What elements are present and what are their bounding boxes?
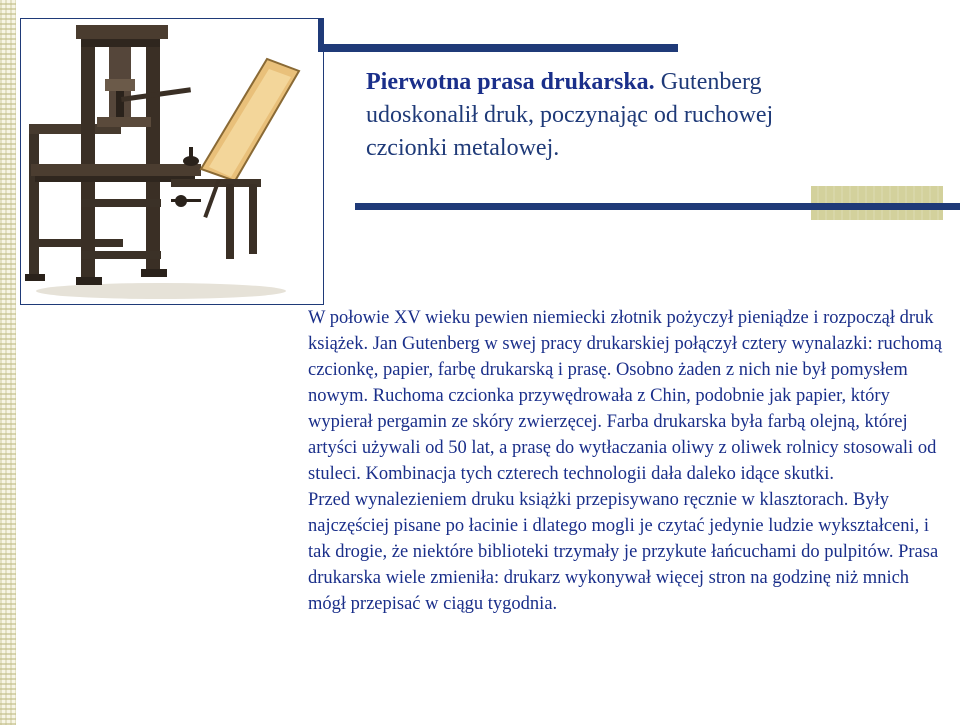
printing-press-image	[20, 18, 324, 305]
slide-title	[366, 66, 846, 165]
slide-title-strong: Pierwotna prasa drukarska.	[366, 69, 655, 95]
slide-title-rest: Gutenberg udoskonalił druk, poczynając od ruchowej czcionki metalowej.	[366, 69, 774, 161]
decorative-bar-bottom	[355, 203, 960, 210]
slide-body	[308, 305, 948, 617]
body-paragraph-2: Przed wynalezieniem druku książki przepisywano ręcznie w klasztorach. Były najczęściej pisane po łacinie i dlatego mogli je czytać jedynie ludzie wykształceni, i tak drogie, że niektóre biblioteki trzymały je przykute łańcuchami do pulpitów. Prasa drukarska wiele zmieniła: drukarz wykonywał więcej stron na godzinę niż mnich mógł przepisać w ciągu tygodnia.	[308, 490, 939, 614]
body-paragraph-1: W połowie XV wieku pewien niemiecki złotnik pożyczył pieniądze i rozpoczął druk książek. Jan Gutenberg w swej pracy drukarskiej połączył cztery wynalazki: ruchomą czcionkę, papier, farbę drukarską i prasę. Osobno żaden z nich nie był pomysłem nowym. Ruchoma czcionka przywędrowała z Chin, podobnie jak papier, który wypierał pergamin ze skóry zwierzęcej. Farba drukarska była farbą olejną, której artyści używali od 50 lat, a prasę do wytłaczania oliwy z oliwek rolnicy stosowali od stuleci. Kombinacja tych czterech technologii dała daleko idące skutki.	[308, 308, 943, 484]
decorative-strip	[0, 0, 16, 725]
decorative-bar-top	[318, 44, 678, 52]
